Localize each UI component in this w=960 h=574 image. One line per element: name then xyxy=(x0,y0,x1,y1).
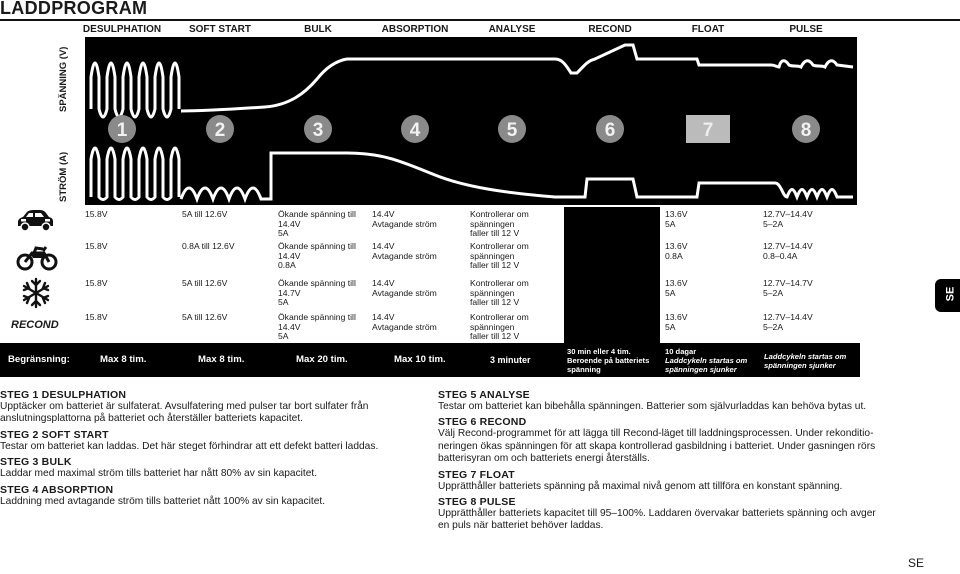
step-heading: STEG 7 FLOAT xyxy=(438,468,515,481)
row-cell-line: Avtagande ström xyxy=(372,218,437,229)
title-rule xyxy=(0,19,960,21)
row-cell-line: 14.7V xyxy=(278,287,301,298)
row-cell-c1: 15.8V xyxy=(85,209,108,219)
recond-row-label: RECOND xyxy=(11,319,59,331)
row-cell-line: Kontrollerar om xyxy=(470,278,529,288)
row-cell-c5 xyxy=(470,313,529,342)
page-language-marker: SE xyxy=(908,556,925,570)
row-cell-line: 14.4V xyxy=(278,250,301,261)
column-header-bulk: BULK xyxy=(304,24,332,35)
step-number: 2 xyxy=(214,120,226,141)
row-cell-line: 13.6V xyxy=(665,241,688,251)
row-cell-c1: 15.8V xyxy=(85,241,108,251)
row-cell-line: 5–2A xyxy=(763,321,784,332)
row-cell-c5 xyxy=(470,242,529,271)
charging-curve-panel xyxy=(85,37,857,205)
step-number: 5 xyxy=(506,120,518,141)
row-cell-c4 xyxy=(372,242,437,261)
row-cell-c1: 15.8V xyxy=(85,312,108,322)
step-number: 7 xyxy=(702,120,714,141)
row-cell-c2: 5A till 12.6V xyxy=(182,209,228,219)
step-description-line: batterisyran om och batteriets energi återställs. xyxy=(438,453,650,465)
row-cell-c3 xyxy=(278,242,356,271)
column-header-pulse: PULSE xyxy=(789,24,823,35)
limit-pulse-line: Laddcykeln startas om xyxy=(764,352,847,361)
row-cell-line: 5A xyxy=(278,297,289,308)
row-cell-c7 xyxy=(665,279,687,298)
limit-pulse-line: spänningen sjunker xyxy=(764,361,836,370)
car-icon xyxy=(14,208,56,234)
row-cell-line: 0.8A xyxy=(665,250,683,261)
limit-recond-line: Beroende på batteriets xyxy=(567,356,650,365)
step-description-line: Välj Recond-programmet för att lägga till Recond-läget till laddningsprocessen. Under rekonditio- xyxy=(438,428,874,440)
row-cell-line: Avtagande ström xyxy=(372,287,437,298)
step-heading: STEG 4 ABSORPTION xyxy=(0,483,114,496)
step-number: 3 xyxy=(312,120,324,141)
limit-recond-line: 30 min eller 4 tim. xyxy=(567,347,631,356)
row-cell-c3 xyxy=(278,279,356,308)
step-description-line: Testar om batteriet kan laddas. Det här steget förhindrar att ett defekt batteri laddas. xyxy=(0,440,379,452)
limit-soft-start: Max 8 tim. xyxy=(198,354,245,365)
step-heading: STEG 8 PULSE xyxy=(438,496,516,509)
row-cell-line: 5A xyxy=(665,321,676,332)
voltage-pulse-waveform xyxy=(91,63,179,117)
row-cell-c5 xyxy=(470,210,529,239)
column-header-absorption: ABSORPTION xyxy=(381,24,449,35)
limit-analyse: 3 minuter xyxy=(490,355,531,365)
limit-desulphation: Max 8 tim. xyxy=(100,354,147,365)
row-cell-c2: 5A till 12.6V xyxy=(182,312,228,322)
row-cell-line: Avtagande ström xyxy=(372,250,437,261)
row-cell-line: Ökande spänning till xyxy=(278,278,356,288)
row-cell-line: faller till 12 V xyxy=(470,297,520,308)
row-cell-line: 13.6V xyxy=(665,209,688,219)
step-description-line: Laddar med maximal ström tills batteriet har nått 80% av sin kapacitet. xyxy=(0,468,318,480)
step-description-line: Upprätthåller batteriets spänning på maximal nivå genom att tillföra en konstant spänning. xyxy=(438,480,843,492)
step-description-line: anslutningsplattorna på batteriet och återställer batteriets kapacitet. xyxy=(0,413,303,425)
step-heading: STEG 3 BULK xyxy=(0,456,72,469)
row-cell-c8 xyxy=(763,279,813,298)
side-tab-label: SE xyxy=(944,286,957,302)
step-description-line: Upprätthåller batteriets kapacitet till 95–100%. Laddaren övervakar batteriets spänning och avger xyxy=(438,508,876,520)
snowflake-icon xyxy=(20,277,52,309)
row-cell-line: 0.8A xyxy=(278,260,296,271)
step-description-line: en puls när batteriet behöver laddas. xyxy=(438,520,604,532)
row-cell-line: faller till 12 V xyxy=(470,331,520,342)
current-pulse-waveform xyxy=(91,148,179,200)
limit-recond xyxy=(567,347,649,374)
row-cell-line: Kontrollerar om xyxy=(470,312,529,322)
step-heading: STEG 2 SOFT START xyxy=(0,428,109,441)
row-cell-line: 14.4V xyxy=(372,312,395,322)
step-description-line: neringen ökas spänningen för att skapa kontrollerad gasbildning i batteriet. Under gasningen rörs xyxy=(438,440,876,452)
row-cell-line: Avtagande ström xyxy=(372,321,437,332)
row-cell-c8 xyxy=(763,210,813,229)
row-cell-line: 5A xyxy=(278,228,289,239)
current-charging-curve xyxy=(181,153,853,199)
limit-recond-line: spänning xyxy=(567,365,601,374)
row-cell-line: 5–2A xyxy=(763,218,784,229)
limit-float xyxy=(665,347,747,374)
row-cell-line: 0.8–0.4A xyxy=(763,250,798,261)
recond-column-shade xyxy=(564,207,660,343)
limits-bar xyxy=(0,343,860,377)
row-cell-c2: 0.8A till 12.6V xyxy=(182,241,235,251)
step-heading: STEG 5 ANALYSE xyxy=(438,389,530,401)
row-cell-line: 14.4V xyxy=(278,218,301,229)
step-heading: STEG 1 DESULPHATION xyxy=(0,389,127,401)
step-description-line: Upptäcker om batteriet är sulfaterat. Avsulfatering med pulser tar bort sulfater från xyxy=(0,401,369,412)
row-cell-line: 14.4V xyxy=(372,278,395,288)
page-title: LADDPROGRAM xyxy=(0,0,148,18)
limit-absorption: Max 10 tim. xyxy=(394,354,446,365)
row-cell-line: Ökande spänning till xyxy=(278,209,356,219)
limit-pulse xyxy=(764,352,846,370)
voltage-axis-label: SPÄNNING (V) xyxy=(58,46,69,112)
language-side-tab xyxy=(935,279,960,312)
row-cell-c7 xyxy=(665,313,687,332)
row-cell-line: 14.4V xyxy=(372,241,395,251)
step-number: 6 xyxy=(604,120,616,141)
row-cell-line: spänningen xyxy=(470,250,515,261)
column-header-recond: RECOND xyxy=(588,24,632,35)
row-cell-c4 xyxy=(372,279,437,298)
row-cell-line: faller till 12 V xyxy=(470,260,520,271)
limit-float-line: spänningen sjunker xyxy=(665,365,737,374)
row-cell-line: spänningen xyxy=(470,218,515,229)
row-cell-line: 13.6V xyxy=(665,312,688,322)
row-cell-c4 xyxy=(372,313,437,332)
row-cell-c8 xyxy=(763,242,813,261)
step-number: 4 xyxy=(409,120,421,141)
row-cell-line: 14.4V xyxy=(278,321,301,332)
row-cell-c7 xyxy=(665,242,687,261)
column-header-desulphation: DESULPHATION xyxy=(82,24,162,35)
step-description-line: Laddning med avtagande ström tills batteriet nått 100% av sin kapacitet. xyxy=(0,495,326,507)
step-heading: STEG 6 RECOND xyxy=(438,416,527,429)
row-cell-c7 xyxy=(665,210,687,229)
row-cell-line: 12.7V–14.7V xyxy=(763,278,813,288)
row-cell-line: Ökande spänning till xyxy=(278,312,356,322)
row-cell-c4 xyxy=(372,210,437,229)
row-cell-c3 xyxy=(278,313,356,342)
row-cell-line: 12.7V–14.4V xyxy=(763,209,813,219)
row-cell-line: 12.7V–14.4V xyxy=(763,312,813,322)
row-cell-line: spänningen xyxy=(470,287,515,298)
row-cell-line: spänningen xyxy=(470,321,515,332)
steps-right-column xyxy=(438,389,928,533)
row-cell-line: 14.4V xyxy=(372,209,395,219)
current-axis-label: STRÖM (A) xyxy=(58,151,69,202)
row-cell-line: Kontrollerar om xyxy=(470,209,529,219)
limit-bulk: Max 20 tim. xyxy=(296,354,348,365)
voltage-charging-curve xyxy=(181,45,853,111)
limit-float-line: 10 dagar xyxy=(665,347,697,356)
row-cell-c5 xyxy=(470,279,529,308)
row-cell-line: Kontrollerar om xyxy=(470,241,529,251)
step-number: 1 xyxy=(116,120,128,141)
row-cell-c2: 5A till 12.6V xyxy=(182,278,228,288)
step-number: 8 xyxy=(800,120,812,141)
row-cell-c3 xyxy=(278,210,356,239)
row-cell-line: Ökande spänning till xyxy=(278,241,356,251)
row-cell-line: 5A xyxy=(665,218,676,229)
steps-left-column xyxy=(0,389,430,508)
motorcycle-icon xyxy=(16,243,58,271)
row-cell-line: 5A xyxy=(278,331,289,342)
row-cell-line: faller till 12 V xyxy=(470,228,520,239)
row-cell-c1: 15.8V xyxy=(85,278,108,288)
row-cell-line: 13.6V xyxy=(665,278,688,288)
row-cell-c8 xyxy=(763,313,813,332)
limits-label: Begränsning: xyxy=(8,354,70,365)
column-header-float: FLOAT xyxy=(691,24,725,35)
column-header-soft-start: SOFT START xyxy=(188,24,252,35)
row-cell-line: 12.7V–14.4V xyxy=(763,241,813,251)
charging-curve-graphic xyxy=(85,37,857,205)
step-description-line: Testar om batteriet kan bibehålla spänningen. Batterier som självurladdas kan behöva bytas ut. xyxy=(438,401,867,412)
column-header-analyse: ANALYSE xyxy=(488,24,536,35)
limit-float-line: Laddcykeln startas om xyxy=(665,356,748,365)
row-cell-line: 5–2A xyxy=(763,287,784,298)
row-cell-line: 5A xyxy=(665,287,676,298)
